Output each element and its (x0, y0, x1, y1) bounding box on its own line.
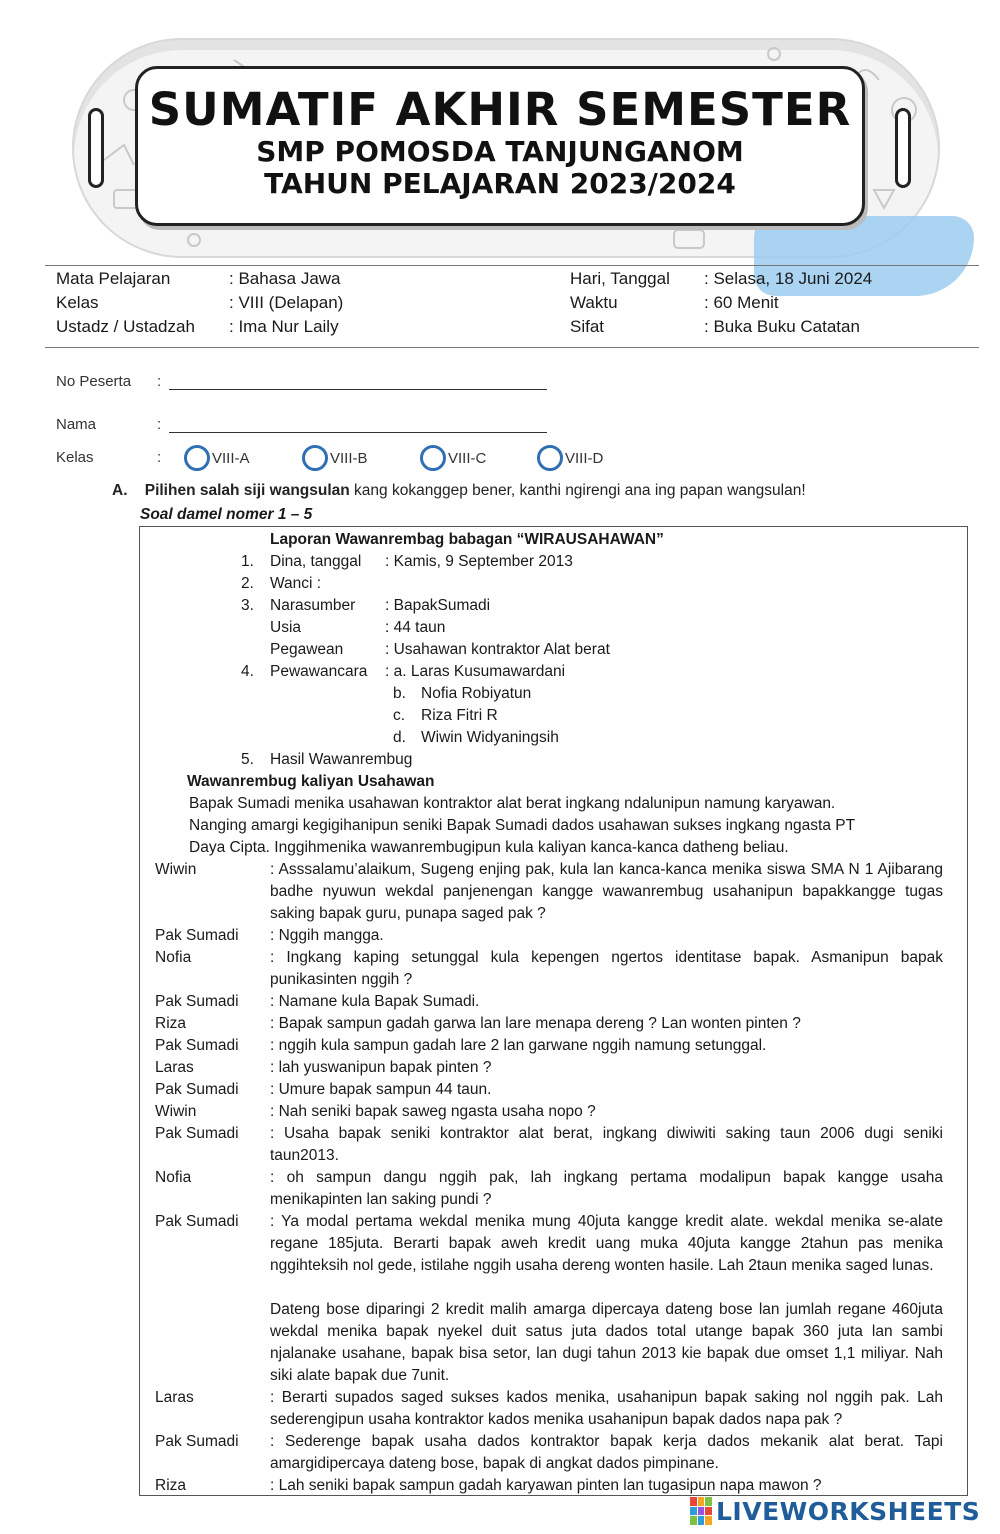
colon: : (157, 449, 162, 466)
dialogue-subtitle: Wawanrembug kaliyan Usahawan (187, 773, 435, 790)
kelas-option-label: VIII-A (212, 449, 250, 467)
colon: : (157, 373, 162, 390)
speaker-line: : Ingkang kaping setunggal kula kepengen ngertos identitase bapak. Asmanipun bapak punikasinten nggih ? (270, 949, 943, 988)
instruction-subtitle: Soal damel nomer 1 – 5 (140, 506, 313, 523)
item-value: : Usahawan kontraktor Alat berat (385, 641, 610, 658)
banner-school: SMP POMOSDA TANJUNGANOM (256, 135, 744, 168)
instruction-text: kang kokanggep bener, kanthi ngirengi ana ing papan wangsulan! (349, 482, 806, 499)
item-num: 4. (241, 663, 254, 680)
item-num: 2. (241, 575, 254, 592)
kelas-label: Kelas (56, 449, 94, 466)
speaker-name: Pak Sumadi (155, 993, 239, 1010)
report-box (139, 526, 968, 1496)
liveworksheets-wordmark: LIVEWORKSHEETS (716, 1496, 981, 1526)
liveworksheets-grid-icon (690, 1497, 712, 1525)
info-value-class: : VIII (Delapan) (229, 293, 344, 312)
nama-row (56, 416, 556, 438)
kelas-option-label: VIII-C (448, 449, 487, 467)
kelas-option-viii-a[interactable] (184, 445, 250, 471)
speaker-line: : lah yuswanipun bapak pinten ? (270, 1059, 492, 1076)
info-label-date: Hari, Tanggal (570, 269, 670, 288)
no-peserta-label: No Peserta (56, 373, 132, 390)
speaker-line: : Nggih mangga. (270, 927, 384, 944)
colon: : (157, 416, 162, 433)
radio-circle-icon[interactable] (302, 445, 328, 471)
item-num: 3. (241, 597, 254, 614)
top-divider (45, 265, 979, 266)
item-num: 1. (241, 553, 254, 570)
item-value: : 44 taun (385, 619, 446, 636)
interviewer-letter: b. (393, 685, 406, 702)
intro-line: Bapak Sumadi menika usahawan kontraktor alat berat ingkang ndalunipun namung karyawan. (189, 795, 836, 812)
bottom-divider (45, 347, 979, 348)
nama-label: Nama (56, 416, 97, 433)
no-peserta-input[interactable] (169, 389, 547, 390)
speaker-line: : Usaha bapak seniki kontraktor alat berat, ingkang diwiwiti saking taun 2006 dugi seniki taun2013. (270, 1125, 943, 1164)
kelas-row (56, 449, 676, 471)
speaker-name: Pak Sumadi (155, 1213, 239, 1230)
speaker-line: Dateng bose diparingi 2 kredit malih amarga dipercaya dateng bose lan jumlah regane 460juta wekdal menika bapak nyekel duit satus juta dados total utange bapak 360 juta lan sambi njalanake usahane, bapak bisa setor, lan dugi tahun 2013 kie bapak due omset 1,1 miliyar. Nah siki alate bapak due 7unit. (270, 1301, 943, 1384)
info-label-time: Waktu (570, 293, 618, 312)
liveworksheets-logo[interactable] (690, 1494, 990, 1528)
instruction-bold: Pilihen salah siji wangsulan (144, 482, 350, 499)
kelas-option-label: VIII-B (330, 449, 368, 467)
item-value: : Kamis, 9 September 2013 (385, 553, 573, 570)
speaker-line: : Umure bapak sampun 44 taun. (270, 1081, 492, 1098)
info-value-time: : 60 Menit (704, 293, 779, 312)
banner-year: TAHUN PELAJARAN 2023/2024 (264, 167, 736, 200)
report-title: Laporan Wawanrembag babagan “WIRAUSAHAWAN” (270, 531, 664, 548)
interviewer-name: Wiwin Widyaningsih (421, 729, 559, 746)
speaker-name: Laras (155, 1059, 194, 1076)
speaker-line: : Bapak sampun gadah garwa lan lare menapa dereng ? Lan wonten pinten ? (270, 1015, 801, 1032)
radio-circle-icon[interactable] (420, 445, 446, 471)
info-value-nature: : Buka Buku Catatan (704, 317, 860, 336)
interviewer-letter: c. (393, 707, 406, 724)
speaker-name: Pak Sumadi (155, 927, 239, 944)
speaker-line: : Lah seniki bapak sampun gadah karyawan pinten lan tugasipun napa mawon ? (270, 1477, 822, 1494)
kelas-option-viii-b[interactable] (302, 445, 368, 471)
speaker-line: : Nah seniki bapak saweg ngasta usaha nopo ? (270, 1103, 596, 1120)
item-label: Pegawean (270, 641, 344, 658)
kelas-option-label: VIII-D (565, 449, 604, 467)
banner-title-box (135, 66, 865, 226)
interviewer-name: Nofia Robiyatun (421, 685, 532, 702)
speaker-name: Pak Sumadi (155, 1433, 239, 1450)
speaker-line: : Berarti supados saged sukses kados menika, usahanipun bapak saking nol nggih pak. Lah sederengipun usaha kontraktor kados menika usahanipun bapak dados napa pak ? (270, 1389, 943, 1428)
interviewer-name: Riza Fitri R (421, 707, 498, 724)
speaker-name: Riza (155, 1015, 187, 1032)
instruction-line (112, 482, 806, 500)
speaker-name: Wiwin (155, 861, 197, 878)
item-label: Dina, tanggal (270, 553, 362, 570)
speaker-name: Laras (155, 1389, 194, 1406)
radio-circle-icon[interactable] (184, 445, 210, 471)
item-label: Wanci : (270, 575, 322, 592)
nama-input[interactable] (169, 432, 547, 433)
intro-line: Nanging amargi kegigihanipun seniki Bapak Sumadi dados usahawan sukses ingkang ngasta PT (189, 817, 856, 834)
info-value-teacher: : Ima Nur Laily (229, 317, 339, 336)
kelas-option-viii-c[interactable] (420, 445, 486, 471)
speaker-name: Pak Sumadi (155, 1081, 239, 1098)
speaker-line: : nggih kula sampun gadah lare 2 lan garwane nggih namung setunggal. (270, 1037, 767, 1054)
speaker-line: : Namane kula Bapak Sumadi. (270, 993, 480, 1010)
speaker-line: : Sederenge bapak usaha dados kontraktor bapak kerja dados mekanik alat berat. Tapi amargidipercaya dateng bose, bapak di angkat dados pimpinane. (270, 1433, 943, 1472)
item-num: 5. (241, 751, 254, 768)
item-label: Hasil Wawanrembug (270, 751, 413, 768)
intro-line: Daya Cipta. Inggihmenika wawanrembugipun kula kaliyan kanca-kanca datheng beliau. (189, 839, 789, 856)
item-value: : BapakSumadi (385, 597, 491, 614)
speaker-name: Riza (155, 1477, 187, 1494)
info-label-class: Kelas (56, 293, 99, 312)
item-label: Pewawancara (270, 663, 368, 680)
item-value: : a. Laras Kusumawardani (385, 663, 566, 680)
interviewer-letter: d. (393, 729, 406, 746)
info-label-teacher: Ustadz / Ustadzah (56, 317, 195, 336)
item-label: Narasumber (270, 597, 356, 614)
speaker-line: : Ya modal pertama wekdal menika mung 40juta kangge kredit alate. wekdal menika se-alate regane 185juta. Berarti bapak aweh kredit uang muka 40juta kangge 2tahun pas menika nggihteksih nol gede, istilahe nggih usaha dereng wonten hasile. Lah 2taun menika saged lunas. (270, 1213, 943, 1274)
speaker-name: Pak Sumadi (155, 1125, 239, 1142)
item-label: Usia (270, 619, 302, 636)
kelas-option-viii-d[interactable] (537, 445, 603, 471)
info-value-date: : Selasa, 18 Juni 2024 (704, 269, 873, 288)
info-value-subject: : Bahasa Jawa (229, 269, 341, 288)
no-peserta-row (56, 373, 556, 395)
speaker-line: : oh sampun dangu nggih pak, lah ingkang pertama modalipun bapak kangge usaha menikapinten lan saking pundi ? (270, 1169, 943, 1208)
banner-handle-left (88, 108, 104, 188)
banner-title: SUMATIF AKHIR SEMESTER (148, 83, 852, 136)
radio-circle-icon[interactable] (537, 445, 563, 471)
speaker-name: Wiwin (155, 1103, 197, 1120)
speaker-name: Pak Sumadi (155, 1037, 239, 1054)
info-label-nature: Sifat (570, 317, 605, 336)
banner-handle-right (895, 108, 911, 188)
speaker-line: : Asssalamu’alaikum, Sugeng enjing pak, kula lan kanca-kanca menika siswa SMA N 1 Ajibarang badhe nyuwun wekdal panjenengan kangge wawanrembug usahanipun bapakkangge tugas saking bapak guru, punapa saged pak ? (270, 861, 943, 922)
section-letter: A. (112, 482, 128, 499)
info-label-subject: Mata Pelajaran (56, 269, 171, 288)
speaker-name: Nofia (155, 1169, 192, 1186)
speaker-name: Nofia (155, 949, 192, 966)
